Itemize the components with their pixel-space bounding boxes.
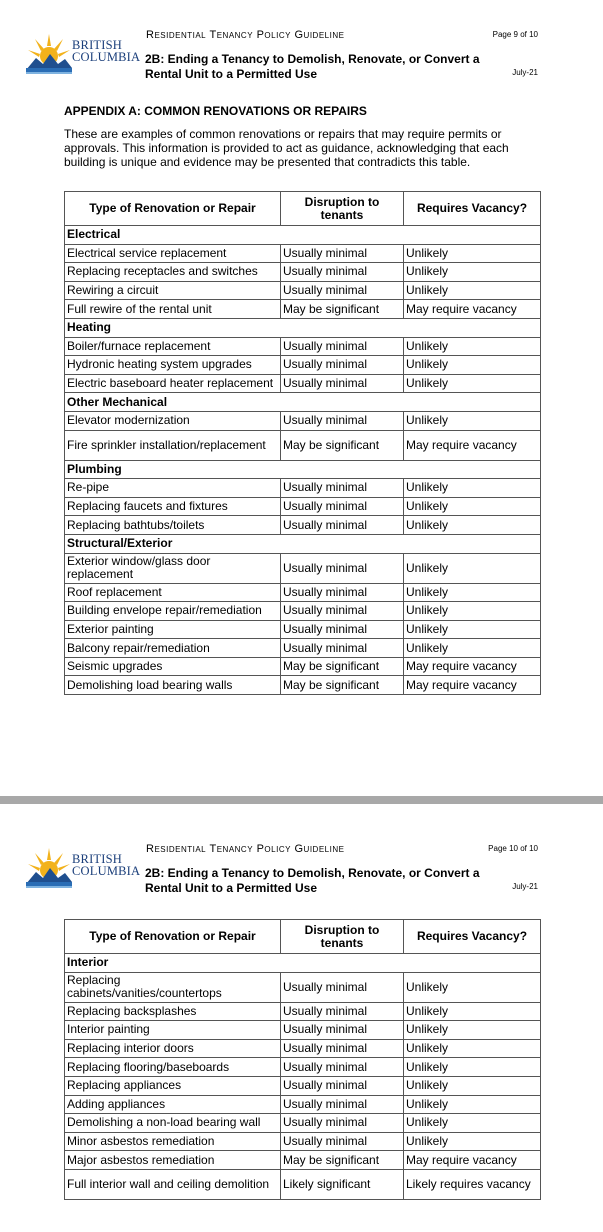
bc-sun-mountains-icon [26,30,72,76]
guideline-label: Residential Tenancy Policy Guideline [146,843,345,855]
vacancy-cell: Unlikely [404,411,541,430]
table-row [65,553,541,583]
table-row [65,1002,541,1021]
renovation-type-cell: Adding appliances [65,1095,281,1114]
appendix-heading: APPENDIX A: COMMON RENOVATIONS OR REPAIRS [64,104,367,118]
disruption-cell: May be significant [281,676,404,695]
renovation-type-cell: Exterior painting [65,620,281,639]
renovation-type-cell: Electric baseboard heater replacement [65,374,281,393]
disruption-cell: Usually minimal [281,281,404,300]
vacancy-cell: Unlikely [404,1095,541,1114]
disruption-cell: Usually minimal [281,411,404,430]
renovation-type-cell: Full rewire of the rental unit [65,300,281,319]
renovations-table-page-1 [64,191,541,695]
table-row [65,639,541,658]
disruption-cell: Usually minimal [281,337,404,356]
table-row [65,337,541,356]
table-row [65,1114,541,1133]
document-page-2 [0,804,603,1232]
renovation-type-cell: Replacing receptacles and switches [65,263,281,282]
vacancy-cell: May require vacancy [404,676,541,695]
table-row [65,516,541,535]
vacancy-cell: Unlikely [404,1076,541,1095]
table-row [65,1058,541,1077]
table-row [65,1151,541,1170]
renovation-type-cell: Replacing backsplashes [65,1002,281,1021]
page-number: Page 9 of 10 [492,30,538,39]
category-row [65,534,541,553]
renovation-type-cell: Replacing flooring/baseboards [65,1058,281,1077]
category-label: Other Mechanical [65,393,541,412]
bc-logo [26,30,141,80]
disruption-cell: Usually minimal [281,583,404,602]
vacancy-cell: Unlikely [404,1114,541,1133]
disruption-cell: May be significant [281,300,404,319]
category-label: Structural/Exterior [65,534,541,553]
disruption-cell: Usually minimal [281,620,404,639]
category-row [65,318,541,337]
vacancy-cell: Unlikely [404,1039,541,1058]
document-title: 2B: Ending a Tenancy to Demolish, Renovate, or Convert a Rental Unit to a Permitted Use [145,866,480,895]
page-divider [0,796,603,804]
renovation-type-cell: Boiler/furnace replacement [65,337,281,356]
renovation-type-cell: Seismic upgrades [65,657,281,676]
category-label: Interior [65,954,541,973]
bc-sun-mountains-icon [26,844,72,890]
renovation-type-cell: Replacing bathtubs/toilets [65,516,281,535]
logo-text-columbia: COLUMBIA [72,864,141,878]
vacancy-cell: Unlikely [404,281,541,300]
disruption-cell: May be significant [281,657,404,676]
category-row [65,393,541,412]
disruption-cell: Likely significant [281,1169,404,1199]
header-vacancy: Requires Vacancy? [404,920,541,954]
renovation-type-cell: Replacing appliances [65,1076,281,1095]
disruption-cell: Usually minimal [281,1039,404,1058]
vacancy-cell: Unlikely [404,479,541,498]
vacancy-cell: May require vacancy [404,430,541,460]
vacancy-cell: Unlikely [404,356,541,375]
vacancy-cell: Unlikely [404,1132,541,1151]
table-row [65,972,541,1002]
header-disruption: Disruption to tenants [281,920,404,954]
page-number: Page 10 of 10 [488,844,538,853]
table-row [65,1076,541,1095]
bc-logo [26,844,141,894]
renovation-type-cell: Minor asbestos remediation [65,1132,281,1151]
disruption-cell: Usually minimal [281,374,404,393]
disruption-cell: Usually minimal [281,553,404,583]
renovation-type-cell: Roof replacement [65,583,281,602]
renovation-type-cell: Replacing faucets and fixtures [65,497,281,516]
vacancy-cell: May require vacancy [404,300,541,319]
document-date: July-21 [512,882,538,891]
renovation-type-cell: Rewiring a circuit [65,281,281,300]
vacancy-cell: Unlikely [404,620,541,639]
renovation-type-cell: Interior painting [65,1021,281,1040]
vacancy-cell: May require vacancy [404,1151,541,1170]
category-label: Electrical [65,226,541,245]
logo-text-columbia: COLUMBIA [72,50,141,64]
disruption-cell: Usually minimal [281,263,404,282]
disruption-cell: Usually minimal [281,972,404,1002]
table-row [65,583,541,602]
table-row [65,657,541,676]
disruption-cell: Usually minimal [281,1114,404,1133]
renovation-type-cell: Building envelope repair/remediation [65,602,281,621]
table-row [65,300,541,319]
table-row [65,281,541,300]
table-row [65,374,541,393]
document-date: July-21 [512,68,538,77]
table-row [65,1039,541,1058]
intro-paragraph: These are examples of common renovations or repairs that may require permits or approvals. This information is provided to act as guidance, acknowledging that each building is unique and evidence may be presented that contradicts this table. [64,127,509,169]
vacancy-cell: Unlikely [404,639,541,658]
table-row [65,1095,541,1114]
renovations-table-page-2 [64,919,541,1200]
vacancy-cell: Unlikely [404,972,541,1002]
renovation-type-cell: Major asbestos remediation [65,1151,281,1170]
table-row [65,676,541,695]
disruption-cell: May be significant [281,430,404,460]
table-row [65,602,541,621]
disruption-cell: Usually minimal [281,1021,404,1040]
disruption-cell: Usually minimal [281,1058,404,1077]
renovation-type-cell: Elevator modernization [65,411,281,430]
logo-text-british: BRITISH [72,38,123,52]
disruption-cell: Usually minimal [281,1132,404,1151]
header-vacancy: Requires Vacancy? [404,192,541,226]
table-row [65,1169,541,1199]
renovation-type-cell: Demolishing load bearing walls [65,676,281,695]
vacancy-cell: Unlikely [404,1002,541,1021]
disruption-cell: Usually minimal [281,639,404,658]
category-label: Plumbing [65,460,541,479]
renovation-type-cell: Full interior wall and ceiling demolition [65,1169,281,1199]
guideline-label: Residential Tenancy Policy Guideline [146,29,345,41]
disruption-cell: Usually minimal [281,479,404,498]
disruption-cell: Usually minimal [281,1002,404,1021]
category-row [65,954,541,973]
header-disruption: Disruption to tenants [281,192,404,226]
vacancy-cell: Likely requires vacancy [404,1169,541,1199]
vacancy-cell: Unlikely [404,553,541,583]
header-type: Type of Renovation or Repair [65,192,281,226]
renovation-type-cell: Re-pipe [65,479,281,498]
vacancy-cell: Unlikely [404,497,541,516]
renovation-type-cell: Exterior window/glass door replacement [65,553,281,583]
renovation-type-cell: Demolishing a non-load bearing wall [65,1114,281,1133]
vacancy-cell: Unlikely [404,244,541,263]
disruption-cell: Usually minimal [281,602,404,621]
table-row [65,497,541,516]
renovation-type-cell: Replacing cabinets/vanities/countertops [65,972,281,1002]
disruption-cell: Usually minimal [281,1095,404,1114]
table-row [65,244,541,263]
disruption-cell: Usually minimal [281,1076,404,1095]
table-row [65,430,541,460]
table-row [65,620,541,639]
category-row [65,226,541,245]
disruption-cell: Usually minimal [281,516,404,535]
vacancy-cell: Unlikely [404,1058,541,1077]
vacancy-cell: Unlikely [404,263,541,282]
document-title: 2B: Ending a Tenancy to Demolish, Renovate, or Convert a Rental Unit to a Permitted Use [145,52,480,81]
renovation-type-cell: Fire sprinkler installation/replacement [65,430,281,460]
renovation-type-cell: Balcony repair/remediation [65,639,281,658]
vacancy-cell: Unlikely [404,337,541,356]
category-label: Heating [65,318,541,337]
table-row [65,356,541,375]
vacancy-cell: Unlikely [404,1021,541,1040]
header-type: Type of Renovation or Repair [65,920,281,954]
table-row [65,1021,541,1040]
renovation-type-cell: Replacing interior doors [65,1039,281,1058]
renovation-type-cell: Electrical service replacement [65,244,281,263]
disruption-cell: May be significant [281,1151,404,1170]
table-row [65,479,541,498]
disruption-cell: Usually minimal [281,244,404,263]
renovation-type-cell: Hydronic heating system upgrades [65,356,281,375]
disruption-cell: Usually minimal [281,356,404,375]
vacancy-cell: Unlikely [404,516,541,535]
vacancy-cell: May require vacancy [404,657,541,676]
table-row [65,1132,541,1151]
logo-text-british: BRITISH [72,852,123,866]
table-row [65,263,541,282]
vacancy-cell: Unlikely [404,583,541,602]
table-row [65,411,541,430]
category-row [65,460,541,479]
disruption-cell: Usually minimal [281,497,404,516]
vacancy-cell: Unlikely [404,374,541,393]
vacancy-cell: Unlikely [404,602,541,621]
